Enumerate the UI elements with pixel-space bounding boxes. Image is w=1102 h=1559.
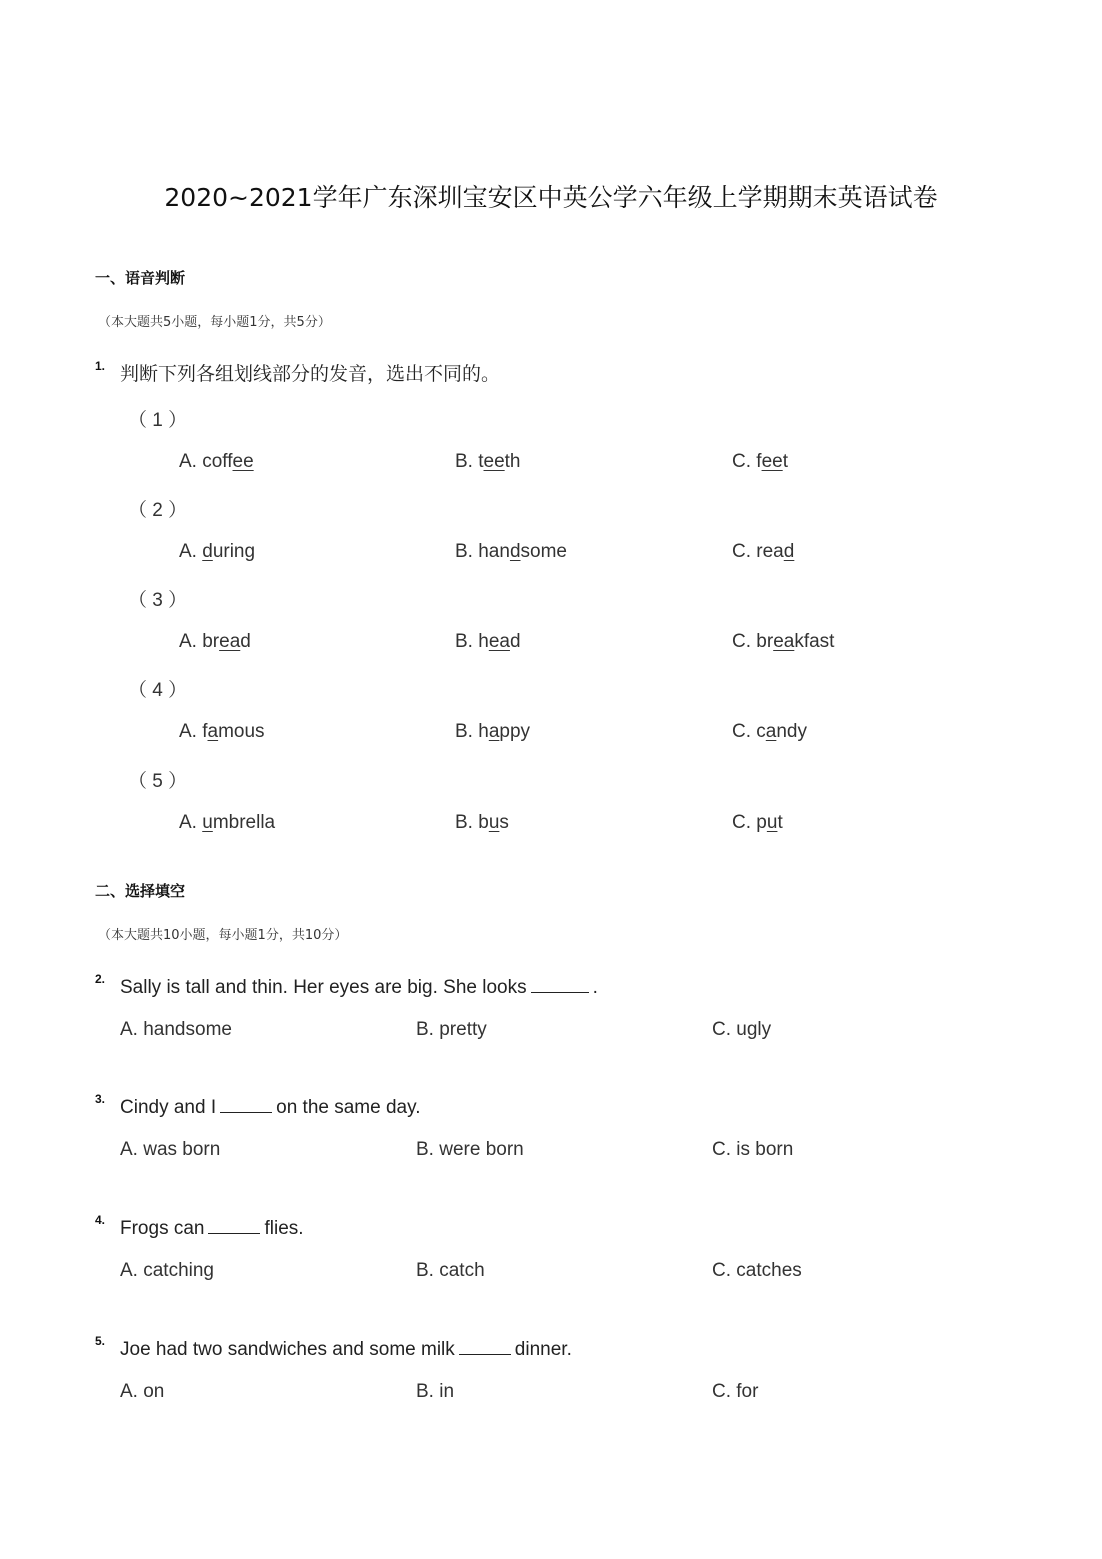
underlined-letters: ee xyxy=(483,451,505,472)
option-b: B. happy xyxy=(455,721,531,742)
option-c: C. feet xyxy=(732,451,788,472)
section-2-heading: 二、选择填空 xyxy=(95,882,186,900)
section-2-note: （本大题共10小题，每小题1分，共10分） xyxy=(98,928,348,943)
question-stem: Cindy and I on the same day. xyxy=(120,1094,420,1119)
underlined-letters: ea xyxy=(773,631,795,652)
question-number: 4. xyxy=(95,1213,106,1227)
underlined-letters: d xyxy=(202,541,213,562)
sub-question-label: （ 4 ） xyxy=(128,680,188,701)
question-stem: Sally is tall and thin. Her eyes are big. She looks . xyxy=(120,974,598,999)
underlined-letters: u xyxy=(766,812,778,833)
question-stem: Frogs can flies. xyxy=(120,1215,304,1240)
underlined-letters: ee xyxy=(232,451,254,472)
answer-blank xyxy=(459,1336,511,1355)
page-title: 2020~2021学年广东深圳宝安区中英公学六年级上学期期末英语试卷 xyxy=(164,183,938,212)
question-number: 1. xyxy=(95,359,106,373)
section-1-heading: 一、语音判断 xyxy=(95,269,186,287)
option-c: C. for xyxy=(712,1381,759,1402)
option-a: A. famous xyxy=(179,721,265,742)
underlined-letters: d xyxy=(509,541,521,562)
answer-blank xyxy=(208,1215,260,1234)
underlined-letters: a xyxy=(765,721,777,742)
option-c: C. put xyxy=(732,812,783,833)
option-b: B. in xyxy=(416,1381,455,1402)
question-number: 3. xyxy=(95,1092,106,1106)
option-c: C. breakfast xyxy=(732,631,835,652)
underlined-letters: ea xyxy=(488,631,510,652)
section-1-note: （本大题共5小题，每小题1分，共5分） xyxy=(98,315,331,330)
option-a: A. was born xyxy=(120,1139,221,1160)
question-number: 2. xyxy=(95,972,106,986)
option-b: B. head xyxy=(455,631,521,652)
option-a: A. on xyxy=(120,1381,165,1402)
option-c: C. read xyxy=(732,541,795,562)
underlined-letters: u xyxy=(488,812,500,833)
option-c: C. ugly xyxy=(712,1019,772,1040)
option-a: A. during xyxy=(179,541,256,562)
option-c: C. candy xyxy=(732,721,807,742)
option-a: A. coffee xyxy=(179,451,254,472)
answer-blank xyxy=(220,1094,272,1113)
option-a: A. bread xyxy=(179,631,251,652)
underlined-letters: a xyxy=(207,721,219,742)
option-b: B. catch xyxy=(416,1260,485,1281)
question-stem: Joe had two sandwiches and some milk dinner. xyxy=(120,1336,572,1361)
underlined-letters: ee xyxy=(761,451,783,472)
question-number: 5. xyxy=(95,1334,106,1348)
sub-question-label: （ 2 ） xyxy=(128,500,188,521)
option-a: A. umbrella xyxy=(179,812,276,833)
sub-question-label: （ 3 ） xyxy=(128,590,188,611)
question-prompt: 判断下列各组划线部分的发音，选出不同的。 xyxy=(120,363,501,385)
option-b: B. teeth xyxy=(455,451,521,472)
option-b: B. were born xyxy=(416,1139,524,1160)
option-a: A. catching xyxy=(120,1260,214,1281)
option-b: B. bus xyxy=(455,812,509,833)
underlined-letters: a xyxy=(488,721,500,742)
option-a: A. handsome xyxy=(120,1019,232,1040)
underlined-letters: d xyxy=(783,541,795,562)
underlined-letters: u xyxy=(202,812,213,833)
option-b: B. handsome xyxy=(455,541,567,562)
answer-blank xyxy=(531,974,589,993)
option-b: B. pretty xyxy=(416,1019,487,1040)
sub-question-label: （ 1 ） xyxy=(128,410,188,431)
option-c: C. catches xyxy=(712,1260,802,1281)
sub-question-label: （ 5 ） xyxy=(128,771,188,792)
underlined-letters: ea xyxy=(219,631,241,652)
option-c: C. is born xyxy=(712,1139,794,1160)
